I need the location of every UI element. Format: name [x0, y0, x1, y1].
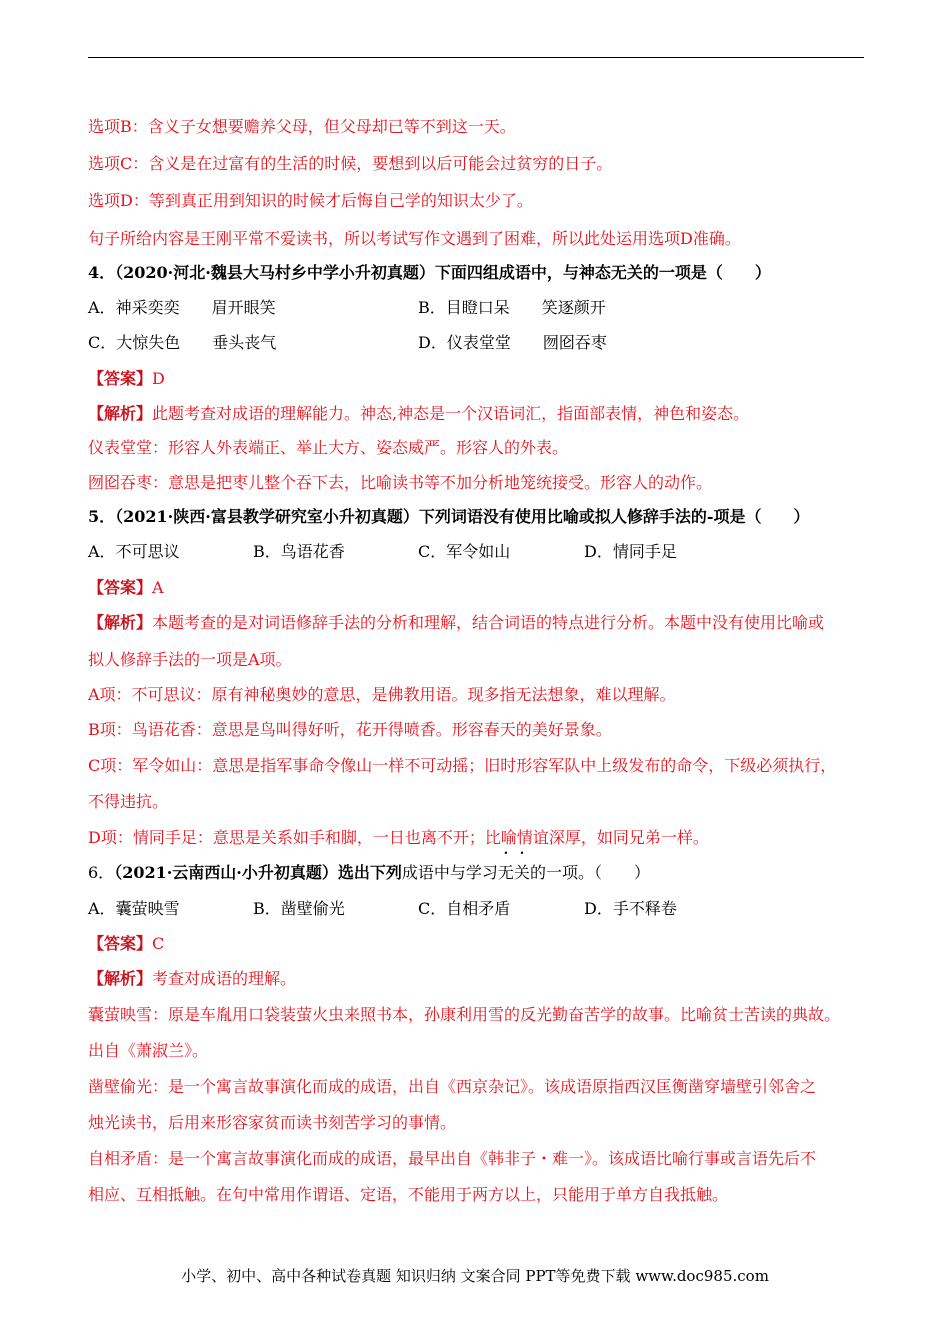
q4-note: 仪表堂堂：形容人外表端正、举止大方、姿态威严。形容人的外表。 [88, 438, 569, 457]
q6-note: 囊萤映雪：原是车胤用口袋装萤火虫来照书本，孙康利用雪的反光勤奋苦学的故事。比喻贫士苦读的典故。 [88, 1005, 841, 1024]
q5-note: A项：不可思议：原有神秘奥妙的意思，是佛教用语。现多指无法想象，难以理解。 [88, 685, 676, 704]
question-number: 5． [88, 507, 116, 526]
question-number: 4． [88, 263, 116, 282]
q4-note: 囫囵吞枣：意思是把枣儿整个吞下去，比喻读书等不加分析地笼统接受。形容人的动作。 [88, 473, 713, 492]
q5-option-b: B．鸟语花香 [253, 542, 345, 561]
q6-note: 自相矛盾：是一个寓言故事演化而成的成语，最早出自《韩非子・难一》。该成语比喻行事或言语先后不 [88, 1149, 817, 1168]
conclusion-text: 句子所给内容是王刚平常不爱读书，所以考试写作文遇到了困难，所以此处运用选项D准确。 [88, 229, 741, 248]
question-source: （2021·陕西·富县教学研究室小升初真题） [115, 507, 419, 526]
option-d-explanation: 选项D：等到真正用到知识的时候才后悔自己学的知识太少了。 [88, 191, 533, 210]
q4-option-d: D．仪表堂堂 囫囵吞枣 [418, 333, 607, 352]
q5-answer: 【答案】A [88, 578, 164, 597]
q5-option-d: D．情同手足 [584, 542, 677, 561]
q6-note: 相应、互相抵触。在句中常用作谓语、定语，不能用于两方以上，只能用于单方自我抵触。 [88, 1185, 729, 1204]
question-5 [88, 506, 809, 528]
q4-option-c: C．大惊失色 垂头丧气 [88, 333, 277, 352]
q4-answer: 【答案】D [88, 369, 165, 388]
page-footer: 小学、初中、高中各种试卷真题 知识归纳 文案合同 PPT等免费下载 www.doc985.com [181, 1267, 769, 1285]
header-rule [88, 57, 864, 58]
emphasis-char: 关 [513, 863, 530, 882]
q5-note: 不得违抗。 [88, 792, 169, 811]
question-6: 6．（2021·云南西山·小升初真题）选出下列成语中与学习无关的一项。（ ） [88, 863, 650, 882]
q6-note: 出自《萧淑兰》。 [88, 1041, 209, 1060]
q5-option-c: C．军令如山 [418, 542, 511, 561]
q6-option-a: A．囊萤映雪 [88, 899, 180, 918]
q6-option-d: D．手不释卷 [584, 899, 677, 918]
q6-option-c: C．自相矛盾 [418, 899, 511, 918]
q4-option-b: B．目瞪口呆 笑逐颜开 [418, 298, 606, 317]
q5-note: B项：鸟语花香：意思是鸟叫得好听，花开得喷香。形容春天的美好景象。 [88, 720, 612, 739]
q6-analysis: 【解析】考查对成语的理解。 [88, 969, 297, 988]
q5-note: C项：军令如山：意思是指军事命令像山一样不可动摇；旧时形容军队中上级发布的命令，下级必须执行， [88, 756, 837, 775]
q5-option-a: A．不可思议 [88, 542, 180, 561]
q5-analysis-cont: 拟人修辞手法的一项是A项。 [88, 650, 292, 669]
question-stem: 下面四组成语中，与神态无关的一项是（ ） [434, 263, 771, 282]
question-stem: 下列词语没有使用比喻或拟人修辞手法的-项是（ ） [418, 507, 810, 526]
q5-note: D项：情同手足：意思是关系如手和脚，一日也离不开；比喻情谊深厚，如同兄弟一样。 [88, 828, 709, 847]
option-c-explanation: 选项C：含义是在过富有的生活的时候，要想到以后可能会过贫穷的日子。 [88, 154, 613, 173]
q6-option-b: B．凿壁偷光 [253, 899, 345, 918]
question-4 [88, 262, 771, 284]
q6-note: 烛光读书，后用来形容家贫而读书刻苦学习的事情。 [88, 1113, 457, 1132]
q6-answer: 【答案】C [88, 934, 165, 953]
question-source: （2021·云南西山·小升初真题） [114, 863, 338, 882]
q5-analysis: 【解析】本题考查的是对词语修辞手法的分析和理解，结合词语的特点进行分析。本题中没有使用比喻或 [88, 613, 825, 632]
q6-note: 凿壁偷光：是一个寓言故事演化而成的成语，出自《西京杂记》。该成语原指西汉匡衡凿穿墙壁引邻舍之 [88, 1077, 817, 1096]
option-b-explanation: 选项B：含义子女想要赡养父母，但父母却已等不到这一天。 [88, 117, 516, 136]
q4-analysis: 【解析】此题考查对成语的理解能力。神态,神态是一个汉语词汇，指面部表情，神色和姿态。 [88, 404, 750, 423]
question-number: 6． [88, 863, 115, 882]
q4-option-a: A．神采奕奕 眉开眼笑 [88, 298, 276, 317]
question-source: （2020·河北·魏县大马村乡中学小升初真题） [115, 263, 435, 282]
emphasis-char: 无 [497, 863, 514, 882]
